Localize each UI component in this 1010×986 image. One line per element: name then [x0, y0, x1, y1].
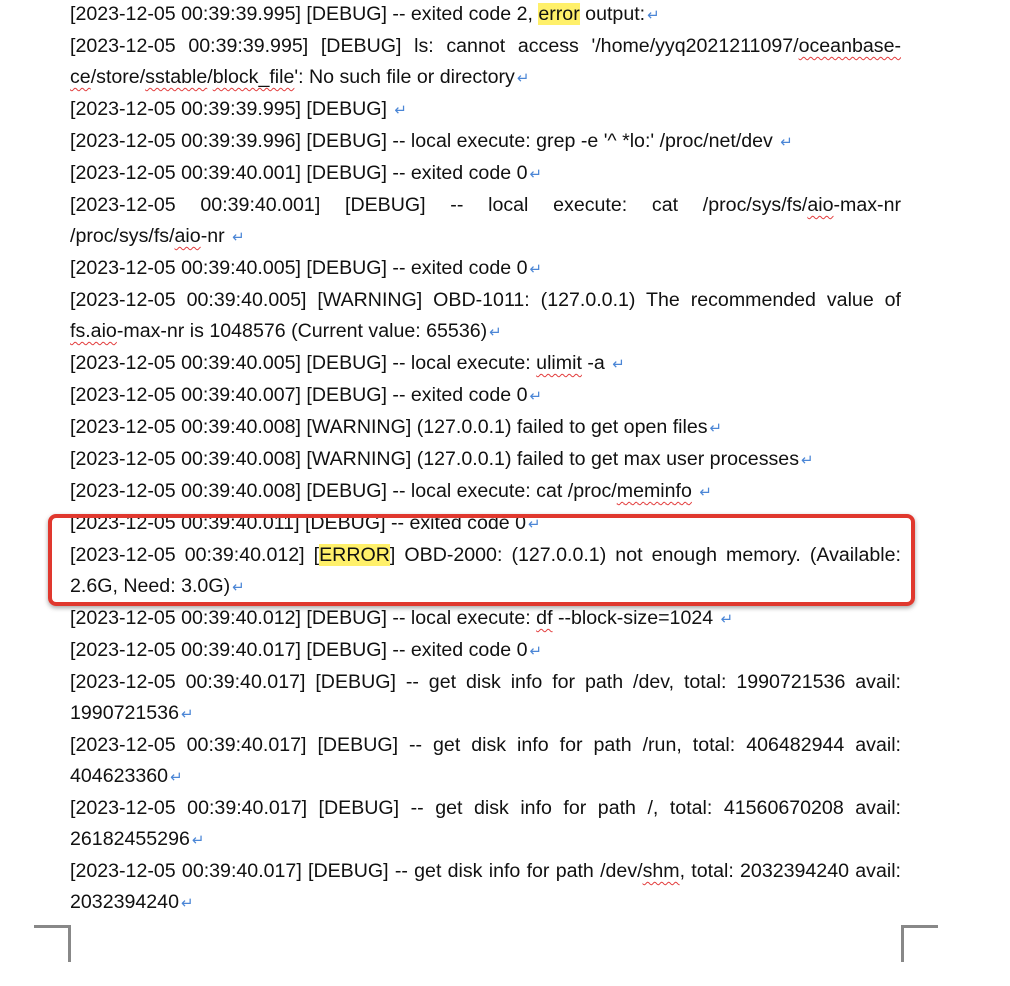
- paragraph-mark-icon: ↵: [232, 579, 245, 596]
- spellcheck-word[interactable]: fs.aio: [70, 320, 117, 342]
- log-text: [2023-12-05 00:39:39.995] [DEBUG] -- exited code 2,: [70, 3, 539, 25]
- paragraph-mark-icon: ↵: [516, 70, 530, 87]
- log-line: [70, 508, 901, 540]
- log-text: [2023-12-05 00:39:40.012] [DEBUG] -- local execute:: [70, 607, 537, 629]
- spellcheck-word[interactable]: ulimit: [536, 352, 582, 374]
- highlighted-error-word: error: [538, 3, 580, 25]
- log-line: [70, 856, 901, 919]
- log-line: [70, 412, 901, 444]
- log-line: [70, 667, 901, 730]
- log-text: /: [207, 66, 213, 88]
- paragraph-mark-icon: ↵: [529, 388, 543, 405]
- spellcheck-word[interactable]: df: [536, 607, 553, 629]
- log-text: /store/: [90, 66, 146, 88]
- log-line: [70, 31, 901, 94]
- spellcheck-word[interactable]: oceanbase-ce: [70, 35, 901, 88]
- log-line: [70, 158, 901, 190]
- log-text: [2023-12-05 00:39:39.995] [DEBUG]: [70, 98, 393, 120]
- log-line: [70, 190, 901, 253]
- spellcheck-word[interactable]: sstable: [145, 66, 208, 88]
- paragraph-mark-icon: ↵: [612, 356, 625, 373]
- log-text: [2023-12-05 00:39:40.001] [DEBUG] -- local execute: cat /proc/sys/fs/: [70, 194, 808, 216]
- log-line: [70, 94, 901, 126]
- paragraph-mark-icon: ↵: [709, 420, 723, 437]
- paragraph-mark-icon: ↵: [529, 166, 543, 183]
- log-text: [2023-12-05 00:39:40.008] [WARNING] (127.0.0.1) failed to get open files: [70, 416, 708, 438]
- paragraph-mark-icon: ↵: [529, 261, 543, 278]
- log-line: [70, 348, 901, 380]
- log-line: [70, 285, 901, 348]
- log-text: -a: [581, 352, 611, 374]
- page-margin-corner-left: [34, 925, 71, 962]
- log-text: -max-nr is 1048576 (Current value: 65536): [116, 320, 488, 342]
- log-text: [2023-12-05 00:39:40.017] [DEBUG] -- get disk info for path /, total: 41560670208 avail: 26182455296: [70, 797, 901, 850]
- highlighted-error-level: ERROR: [319, 544, 390, 566]
- log-line-error: [70, 540, 901, 603]
- log-text: ] OBD-2000: (127.0.0.1) not enough memory. (Available: 2.6G, Need: 3.0G): [70, 544, 901, 597]
- paragraph-mark-icon: ↵: [170, 769, 183, 786]
- log-text: [2023-12-05 00:39:40.012] [: [70, 544, 320, 566]
- log-text: [2023-12-05 00:39:40.005] [WARNING] OBD-1011: (127.0.0.1) The recommended value of: [70, 289, 901, 311]
- log-line: [70, 793, 901, 856]
- log-text: --block-size=1024: [552, 607, 719, 629]
- log-text: [2023-12-05 00:39:40.008] [WARNING] (127.0.0.1) failed to get max user processes: [70, 448, 799, 470]
- paragraph-mark-icon: ↵: [180, 895, 194, 912]
- paragraph-mark-icon: ↵: [394, 102, 407, 119]
- log-line: [70, 380, 901, 412]
- log-text: [2023-12-05 00:39:39.996] [DEBUG] -- local execute: grep -e '^ *lo:' /proc/net/dev: [70, 130, 779, 152]
- spellcheck-word[interactable]: meminfo: [616, 480, 692, 502]
- log-text: [2023-12-05 00:39:40.008] [DEBUG] -- local execute: cat /proc/: [70, 480, 617, 502]
- log-line: [70, 730, 901, 793]
- paragraph-mark-icon: ↵: [191, 832, 205, 849]
- log-text: [2023-12-05 00:39:40.005] [DEBUG] -- exited code 0: [70, 257, 528, 279]
- log-text: [2023-12-05 00:39:40.017] [DEBUG] -- exited code 0: [70, 639, 528, 661]
- log-text: [2023-12-05 00:39:40.005] [DEBUG] -- local execute:: [70, 352, 537, 374]
- log-text: -nr: [200, 225, 231, 247]
- paragraph-mark-icon: ↵: [780, 134, 793, 151]
- log-text: [2023-12-05 00:39:40.011] [DEBUG] -- exited code 0: [70, 512, 527, 534]
- paragraph-mark-icon: ↵: [720, 611, 734, 628]
- log-text: [2023-12-05 00:39:40.017] [DEBUG] -- get disk info for path /run, total: 406482944 avail: 404623360: [70, 734, 901, 787]
- paragraph-mark-icon: ↵: [528, 516, 541, 533]
- log-line: [70, 476, 901, 508]
- paragraph-mark-icon: ↵: [489, 324, 502, 341]
- log-text: -max-nr /proc/sys/fs/: [70, 194, 901, 247]
- log-text: ': No such file or directory: [294, 66, 515, 88]
- log-text: output:: [579, 3, 646, 25]
- page-margin-corner-right: [901, 925, 938, 962]
- log-text: , total: 2032394240 avail: 2032394240: [70, 860, 901, 913]
- paragraph-mark-icon: ↵: [232, 229, 245, 246]
- log-text: [2023-12-05 00:39:40.017] [DEBUG] -- get disk info for path /dev/: [70, 860, 643, 882]
- paragraph-mark-icon: ↵: [529, 643, 543, 660]
- paragraph-mark-icon: ↵: [647, 7, 660, 24]
- log-text: [2023-12-05 00:39:39.995] [DEBUG] ls: cannot access '/home/yyq2021211097/: [70, 35, 799, 57]
- log-line: [70, 253, 901, 285]
- spellcheck-word[interactable]: aio: [807, 194, 834, 216]
- log-text: [692, 480, 697, 502]
- spellcheck-word[interactable]: block_file: [212, 66, 295, 88]
- paragraph-mark-icon: ↵: [699, 484, 712, 501]
- spellcheck-word[interactable]: shm: [642, 860, 680, 882]
- log-text-body[interactable]: [70, 0, 901, 919]
- log-line: [70, 444, 901, 476]
- log-text: [2023-12-05 00:39:40.001] [DEBUG] -- exited code 0: [70, 162, 528, 184]
- log-line: [70, 635, 901, 667]
- log-line: [70, 0, 901, 31]
- log-text: [2023-12-05 00:39:40.017] [DEBUG] -- get disk info for path /dev, total: 1990721536 avail: 1990721536: [70, 671, 901, 724]
- log-line: [70, 126, 901, 158]
- log-line: [70, 603, 901, 635]
- spellcheck-word[interactable]: aio: [174, 225, 201, 247]
- paragraph-mark-icon: ↵: [180, 706, 194, 723]
- paragraph-mark-icon: ↵: [801, 452, 814, 469]
- log-text: [2023-12-05 00:39:40.007] [DEBUG] -- exited code 0: [70, 384, 528, 406]
